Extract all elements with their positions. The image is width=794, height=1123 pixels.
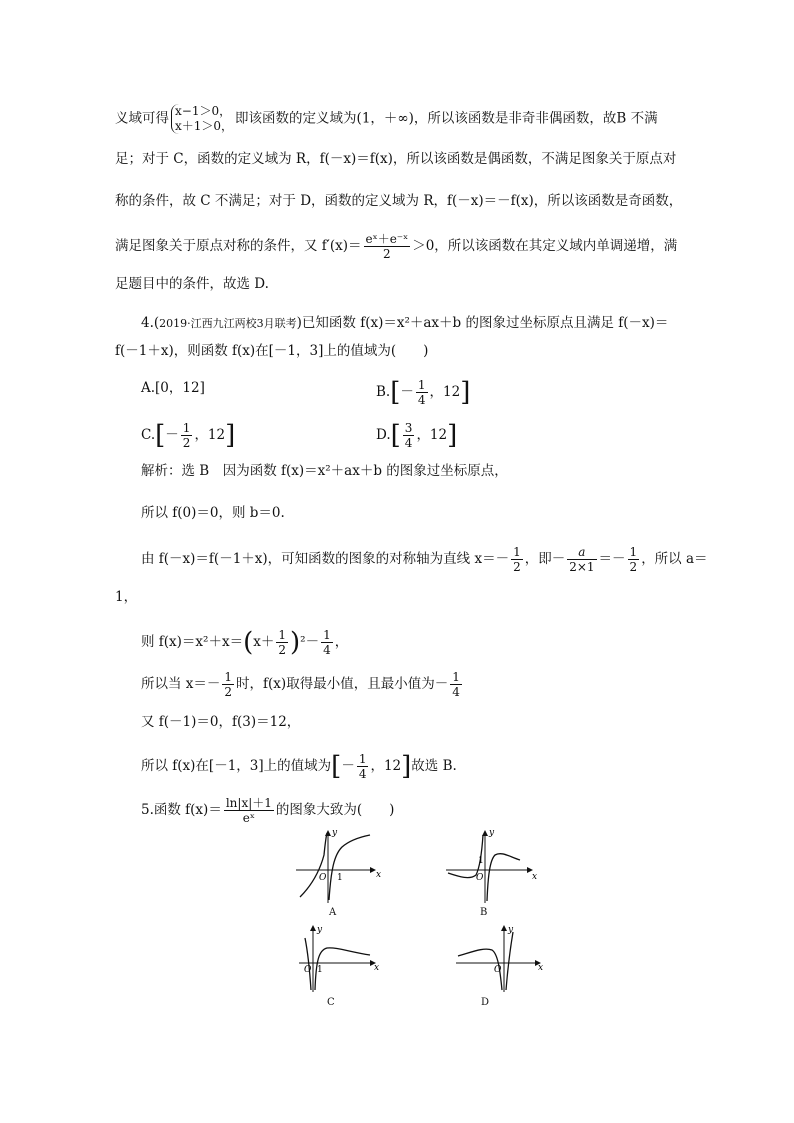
- text: －: [341, 758, 355, 774]
- q4-solution-4: [141, 628, 348, 657]
- text: 又 f(－1)＝0，f(3)＝12，: [141, 714, 301, 730]
- y-axis-label: y: [489, 828, 495, 838]
- text: ，12: [370, 758, 402, 774]
- q4-option-d: [376, 421, 457, 450]
- text: ＞0，所以该函数在其定义域内单调递增，满: [412, 238, 678, 254]
- q4-option-b: [376, 378, 470, 407]
- graph-d-caption: D: [481, 997, 490, 1008]
- text: 足；对于 C，函数的定义域为 R，f(－x)＝f(x)，所以该函数是偶函数，不满足图象关于原点对: [115, 151, 677, 167]
- q4-solution-1: [141, 461, 508, 481]
- origin-label: O: [476, 873, 484, 883]
- text: 5.函数 f(x)＝: [141, 802, 222, 818]
- denominator: 2: [278, 643, 286, 657]
- denominator: 4: [404, 436, 413, 450]
- graph-c-svg: [295, 920, 385, 995]
- text: ，所以 a＝: [641, 551, 708, 567]
- option-text: A.[0，12]: [141, 380, 205, 396]
- denominator: 2×1: [569, 560, 595, 574]
- bracket-left: [: [390, 377, 401, 408]
- fraction: [450, 670, 462, 699]
- tick-label: 1: [337, 873, 343, 883]
- text: 则 f(x)＝x²＋x＝: [141, 634, 244, 650]
- system-row: x−1＞0，: [175, 104, 232, 118]
- graph-b-svg: [440, 825, 540, 905]
- x-axis-label: x: [374, 963, 380, 973]
- text: 即该函数的定义域为(1，＋∞)，所以该函数是非奇非偶函数，故B 不满: [235, 110, 658, 127]
- numerator: 1: [224, 670, 233, 684]
- bracket-right: ]: [225, 420, 236, 451]
- y-axis-label: y: [332, 828, 338, 838]
- numerator: 1: [358, 752, 367, 766]
- text: 故选 B.: [411, 758, 457, 774]
- text: ，: [334, 634, 349, 650]
- tick-label: 1: [317, 965, 323, 975]
- text: 1，: [115, 589, 138, 605]
- graph-option-d[interactable]: [452, 920, 547, 995]
- text: 由 f(－x)＝f(－1＋x)，可知函数的图象的对称轴为直线 x＝－: [141, 551, 510, 567]
- fraction: [222, 670, 234, 699]
- q4-stem-line-2: [115, 341, 428, 361]
- text: 所以 f(x)在[－1，3]上的值域为: [141, 758, 332, 774]
- graph-a-svg: [290, 825, 385, 905]
- solution-line-5: [115, 274, 269, 294]
- text: ，12: [429, 384, 461, 400]
- graph-a-caption: A: [329, 907, 337, 918]
- q4-stem-line-1: [141, 313, 668, 334]
- solution-line-4: [115, 232, 677, 261]
- text: )已知函数 f(x)＝x²＋ax＋b 的图象过坐标原点且满足 f(－x)＝: [296, 315, 669, 331]
- numerator: 1: [417, 378, 426, 392]
- numerator: 1: [513, 545, 521, 559]
- bracket-left: [: [331, 751, 342, 782]
- text: －: [400, 384, 414, 400]
- curve-left: [305, 938, 311, 990]
- text: 足题目中的条件，故选 D.: [115, 276, 269, 292]
- text: ²－: [300, 634, 320, 650]
- option-label: C.: [141, 427, 156, 443]
- text: x＋: [253, 634, 275, 650]
- q4-solution-3-cont: [115, 587, 137, 607]
- curve-right: [329, 835, 370, 900]
- q4-solution-6: [141, 712, 300, 732]
- graph-option-b[interactable]: [440, 825, 540, 905]
- solution-line-2: [115, 149, 676, 169]
- text: 称的条件，故 C 不满足；对于 D，函数的定义域为 R，f(－x)＝－f(x)，所以该函数是奇函数，: [115, 193, 683, 209]
- y-axis-label: y: [508, 925, 514, 935]
- tick-label: 1: [478, 856, 484, 866]
- numerator: 1: [629, 545, 638, 559]
- q5-stem: [141, 796, 394, 825]
- paren-left: (: [243, 627, 254, 658]
- fraction: [416, 378, 428, 407]
- text: 解析：选 B 因为函数 f(x)＝x²＋ax＋b 的图象过坐标原点，: [141, 463, 508, 479]
- numerator: eˣ＋e⁻ˣ: [365, 232, 409, 246]
- curve-right: [506, 932, 513, 990]
- x-axis-label: x: [532, 872, 538, 882]
- bracket-left: [: [390, 420, 401, 451]
- denominator: 4: [452, 685, 460, 699]
- system-row: x＋1＞0，: [175, 119, 234, 133]
- fraction: [511, 545, 523, 574]
- option-label: D.: [376, 427, 391, 443]
- text: ＝－: [598, 551, 626, 567]
- graph-d-svg: [452, 920, 547, 995]
- text: 4.(: [141, 315, 160, 331]
- solution-line-3: [115, 191, 682, 211]
- q4-solution-3: [141, 545, 708, 574]
- graph-c-caption: C: [327, 997, 335, 1008]
- paren-right: ): [290, 627, 301, 658]
- denominator: eˣ: [224, 810, 274, 825]
- numerator: 1: [278, 628, 286, 642]
- origin-label: O: [304, 965, 312, 975]
- fraction: [567, 545, 596, 574]
- inequality-system: [171, 104, 233, 134]
- graph-option-c[interactable]: [295, 920, 385, 995]
- text: 义域可得: [115, 110, 169, 127]
- denominator: 4: [417, 393, 426, 407]
- x-axis-label: x: [376, 870, 382, 880]
- question-source: 2019·江西九江两校3月联考: [159, 317, 297, 330]
- denominator: 4: [323, 643, 331, 657]
- curve-right: [487, 854, 520, 901]
- text: ，12: [194, 427, 226, 443]
- bracket-left: [: [155, 420, 166, 451]
- denominator: 2: [513, 560, 521, 574]
- x-axis-label: x: [538, 963, 544, 973]
- text: ，即－: [524, 551, 566, 567]
- fraction: [628, 545, 640, 574]
- curve-left: [300, 833, 327, 897]
- bracket-right: ]: [401, 751, 412, 782]
- text: 满足图象关于原点对称的条件，又 f′(x)＝: [115, 238, 362, 254]
- numerator: 1: [323, 628, 331, 642]
- denominator: 2: [364, 246, 411, 261]
- graph-b-caption: B: [480, 907, 488, 918]
- denominator: 2: [224, 685, 233, 699]
- bracket-right: ]: [447, 420, 458, 451]
- fraction: [403, 421, 415, 450]
- origin-label: O: [319, 873, 327, 883]
- text: 时，f(x)取得最小值，且最小值为－: [236, 676, 449, 692]
- text: 的图象大致为( ): [275, 802, 395, 818]
- q4-option-a: [141, 378, 205, 398]
- numerator: a: [578, 545, 586, 559]
- option-label: B.: [376, 384, 391, 400]
- text: －: [165, 427, 179, 443]
- graph-option-a[interactable]: [290, 825, 385, 905]
- numerator: 1: [182, 421, 191, 435]
- fraction: [364, 232, 411, 261]
- denominator: 2: [182, 436, 191, 450]
- denominator: 2: [629, 560, 638, 574]
- y-axis-label: y: [317, 925, 323, 935]
- fraction: [276, 628, 288, 657]
- text: f(－1＋x)，则函数 f(x)在[－1，3]上的值域为( ): [115, 343, 429, 359]
- q4-option-c: [141, 421, 235, 450]
- numerator: 3: [404, 421, 413, 435]
- text: 所以当 x＝－: [141, 676, 221, 692]
- text: ，12: [416, 427, 448, 443]
- curve-right: [315, 948, 370, 990]
- fraction: [224, 796, 274, 825]
- denominator: 4: [358, 767, 367, 781]
- numerator: 1: [452, 670, 460, 684]
- fraction: [181, 421, 193, 450]
- solution-line-1: [115, 104, 658, 134]
- origin-label: O: [494, 965, 502, 975]
- text: 所以 f(0)＝0，则 b＝0.: [141, 505, 285, 521]
- bracket-right: ]: [460, 377, 471, 408]
- fraction: [357, 752, 369, 781]
- q4-solution-2: [141, 503, 285, 523]
- fraction: [321, 628, 333, 657]
- numerator: ln|x|＋1: [225, 796, 272, 810]
- q4-solution-5: [141, 670, 464, 699]
- q4-solution-7: [141, 752, 457, 781]
